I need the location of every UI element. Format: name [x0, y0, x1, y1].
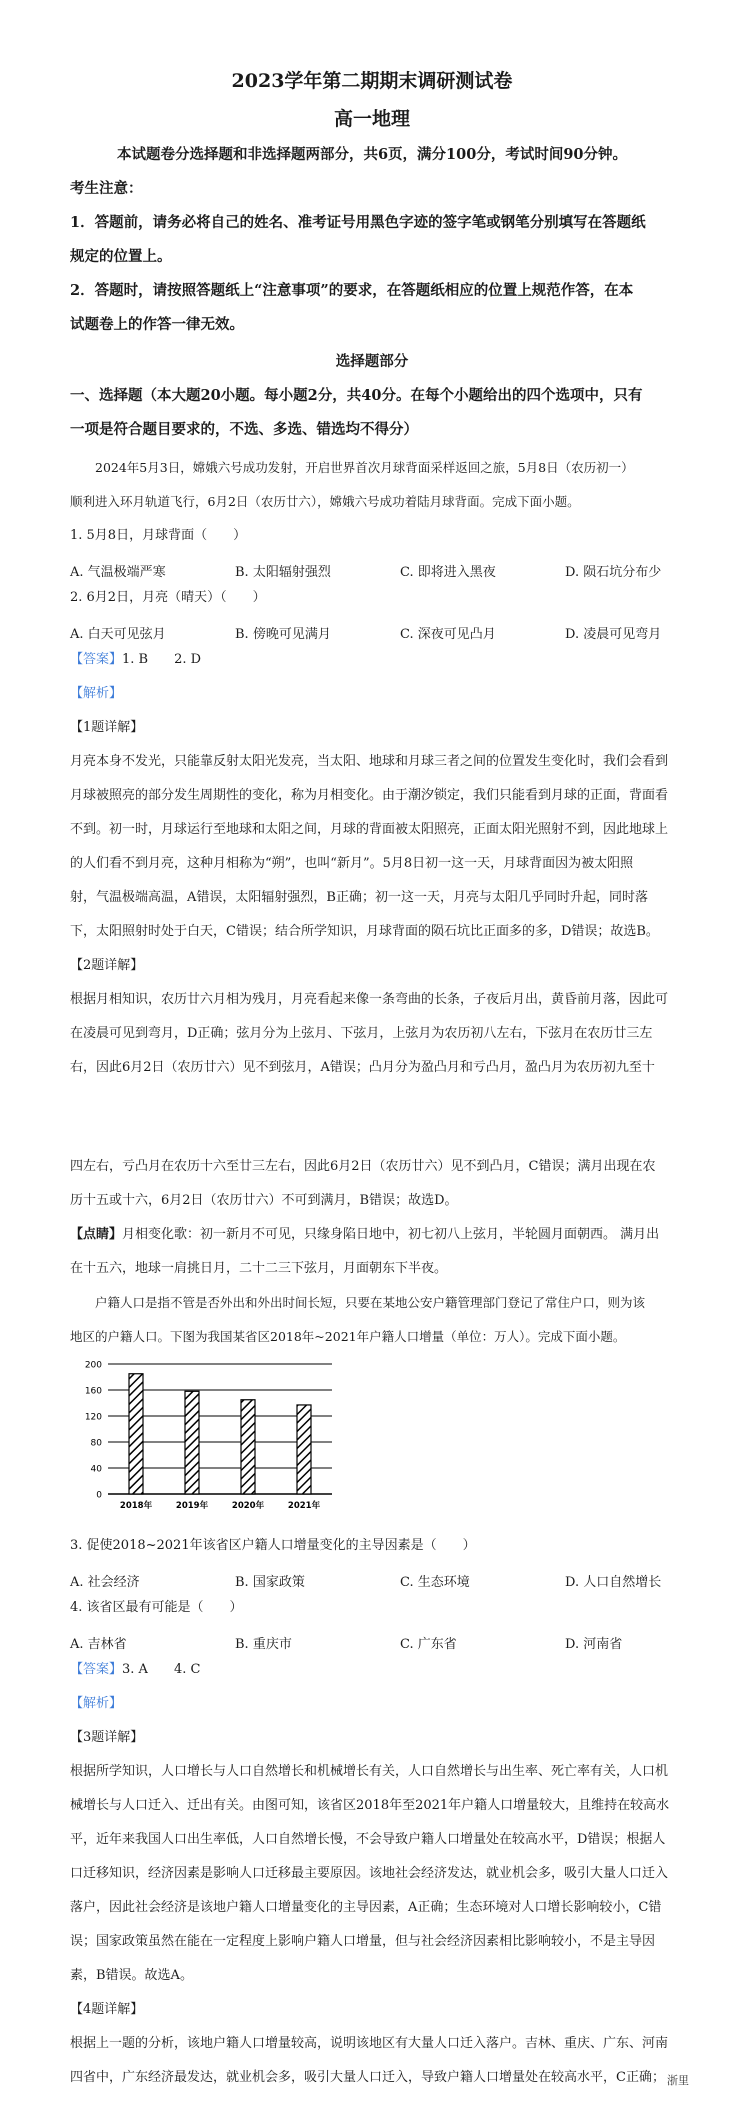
- section-title: 选择题部分: [335, 353, 409, 370]
- q3-option-c[interactable]: C. 生态环境: [400, 1575, 470, 1590]
- detail3-line: 误；国家政策虽然在能在一定程度上影响户籍人口增量，但与社会经济因素相比影响较小，不是主导因: [70, 1934, 656, 1949]
- q2-option-b[interactable]: B. 傍晚可见满月: [235, 627, 331, 642]
- detail2-line: 在凌晨可见到弯月，D正确；弦月分为上弦月、下弦月，上弦月为农历初八左右，下弦月在农历廿三左: [70, 1026, 653, 1041]
- q1-option-b[interactable]: B. 太阳辐射强烈: [235, 565, 331, 580]
- exam-intro: 本试题卷分选择题和非选择题两部分，共6页，满分100分，考试时间90分钟。: [116, 146, 628, 163]
- section-instructions-line2: 一项是符合题目要求的，不选、多选、错选均不得分）: [70, 421, 418, 438]
- passage1-line2: 顺利进入环月轨道飞行，6月2日（农历廿六），嫦娥六号成功着陆月球背面。完成下面小题。: [70, 494, 580, 509]
- chart-bar: [185, 1391, 199, 1494]
- chart-x-ticks: [120, 1500, 321, 1511]
- tip1-line1: [70, 1217, 692, 1253]
- chart-bar: [297, 1405, 311, 1494]
- detail3-line: 根据所学知识，人口增长与人口自然增长和机械增长有关，人口自然增长与出生率、死亡率有关，人口机: [70, 1764, 669, 1779]
- q4-option-b[interactable]: B. 重庆市: [235, 1637, 292, 1652]
- q2-option-c[interactable]: C. 深夜可见凸月: [400, 627, 496, 642]
- detail4-line: 四省中，广东经济最发达，就业机会多，吸引大量人口迁入，导致户籍人口增量处在较高水平，C正确；: [70, 2070, 665, 2085]
- chart-y-tick-label: 80: [90, 1438, 102, 1449]
- chart-bar: [129, 1374, 143, 1494]
- detail1-line: 的人们看不到月亮，这种月相称为“朔”，也叫“新月”。5月8日初一这一天，月球背面因为被太阳照: [70, 856, 634, 871]
- chart-x-tick-label: 2021年: [287, 1501, 321, 1511]
- tip1-label: 【点睛】: [70, 1227, 123, 1242]
- q3-option-b[interactable]: B. 国家政策: [235, 1575, 305, 1590]
- population-bar-chart: [70, 1352, 340, 1522]
- notice-item2-line1: 2．答题时，请按照答题纸上“注意事项”的要求，在答题纸相应的位置上规范作答，在本: [70, 282, 634, 299]
- detail1-line: 月亮本身不发光，只能靠反射太阳光发亮，当太阳、地球和月球三者之间的位置发生变化时，我们会看到: [70, 754, 669, 769]
- detail3-line: 落户，因此社会经济是该地户籍人口增量变化的主导因素，A正确；生态环境对人口增长影响较小，C错: [70, 1900, 662, 1915]
- detail1-line: 射，气温极端高温，A错误，太阳辐射强烈，B正确；初一这一天，月亮与太阳几乎同时升起，同时落: [70, 890, 648, 905]
- chart-bar: [241, 1400, 255, 1494]
- detail2-line: 右，因此6月2日（农历廿六）见不到弦月，A错误；凸月分为盈凸月和亏凸月，盈凸月为农历初九至十: [70, 1060, 655, 1075]
- detail1-line: 不到。初一时，月球运行至地球和太阳之间，月球的背面被太阳照亮，正面太阳光照射不到，因此地球上: [70, 822, 669, 837]
- detail4-heading: 【4题详解】: [70, 2002, 144, 2017]
- detail2-line: 四左右，亏凸月在农历十六至廿三左右，因此6月2日（农历廿六）见不到凸月，C错误；满月出现在农: [70, 1159, 656, 1174]
- answer1: [70, 642, 692, 678]
- q1-option-a[interactable]: A. 气温极端严寒: [70, 565, 166, 580]
- chart-x-tick-label: 2019年: [175, 1501, 209, 1511]
- page-footer: 浙里: [667, 2074, 689, 2087]
- q4-option-d[interactable]: D. 河南省: [565, 1637, 623, 1652]
- exam-subject: 高一地理: [333, 108, 410, 130]
- q3-option-a[interactable]: A. 社会经济: [70, 1575, 140, 1590]
- detail3-line: 平，近年来我国人口出生率低，人口自然增长慢，不会导致户籍人口增量处在较高水平，D错误；根据人: [70, 1832, 666, 1847]
- tip1-line2: 在十五六，地球一肩挑日月，二十二三下弦月，月面朝东下半夜。: [70, 1261, 448, 1276]
- detail2-line: 根据月相知识，农历廿六月相为残月，月亮看起来像一条弯曲的长条，子夜后月出，黄昏前月落，因此可: [70, 992, 669, 1007]
- tip1-text: 月相变化歌：初一新月不可见，只缘身陷日地中，初七初八上弦月，半轮圆月面朝西。 满月出: [122, 1227, 660, 1242]
- answer1-text: 1. B 2. D: [122, 652, 202, 667]
- passage2-line1: 户籍人口是指不管是否外出和外出时间长短，只要在某地公安户籍管理部门登记了常住户口，则为该: [95, 1295, 646, 1310]
- q3-stem: 3. 促使2018~2021年该省区户籍人口增量变化的主导因素是（ ）: [70, 1538, 476, 1553]
- chart-y-tick-label: 0: [96, 1490, 102, 1501]
- detail3-line: 素，B错误。故选A。: [70, 1968, 193, 1983]
- q4-option-c[interactable]: C. 广东省: [400, 1637, 457, 1652]
- detail1-line: 下，太阳照射时处于白天，C错误；结合所学知识，月球背面的陨石坑比正面多的多，D错误；故选B。: [70, 924, 659, 939]
- chart-y-tick-label: 40: [90, 1464, 102, 1475]
- detail1-line: 月球被照亮的部分发生周期性的变化，称为月相变化。由于潮汐锁定，我们只能看到月球的正面，背面看: [70, 788, 669, 803]
- detail3-line: 械增长与人口迁入、迁出有关。由图可知，该省区2018年至2021年户籍人口增量较大，且维持在较高水: [70, 1798, 670, 1813]
- detail2-heading: 【2题详解】: [70, 958, 144, 973]
- detail4-line: 根据上一题的分析，该地户籍人口增量较高，说明该地区有大量人口迁入落户。吉林、重庆、广东、河南: [70, 2036, 669, 2051]
- answer1-label: 【答案】: [70, 652, 123, 667]
- q1-stem: 1. 5月8日，月球背面（ ）: [70, 528, 247, 543]
- notice-heading: 考生注意：: [70, 180, 143, 197]
- detail2-line: 历十五或十六，6月2日（农历廿六）不可到满月，B错误；故选D。: [70, 1193, 458, 1208]
- q3-option-d[interactable]: D. 人口自然增长: [565, 1575, 662, 1590]
- answer2: [70, 1652, 692, 1688]
- detail3-heading: 【3题详解】: [70, 1730, 144, 1745]
- exam-title: 2023学年第二期期末调研测试卷: [231, 70, 513, 92]
- q1-option-d[interactable]: D. 陨石坑分布少: [565, 565, 662, 580]
- passage2-line2: 地区的户籍人口。下图为我国某省区2018年~2021年户籍人口增量（单位：万人）。完成下面小题。: [70, 1329, 626, 1344]
- chart-y-tick-label: 200: [84, 1360, 102, 1371]
- chart-y-ticks: [85, 1361, 102, 1501]
- detail1-heading: 【1题详解】: [70, 720, 144, 735]
- q4-option-a[interactable]: A. 吉林省: [70, 1637, 127, 1652]
- chart-bars: [129, 1374, 311, 1494]
- chart-x-tick-label: 2020年: [231, 1501, 265, 1511]
- notice-item2-line2: 试题卷上的作答一律无效。: [70, 316, 244, 333]
- chart-y-tick-label: 160: [84, 1386, 102, 1397]
- answer2-label: 【答案】: [70, 1662, 123, 1677]
- passage1-line1: 2024年5月3日，嫦娥六号成功发射，开启世界首次月球背面采样返回之旅，5月8日（农历初一）: [95, 460, 634, 475]
- notice-item1-line1: 1．答题前，请务必将自己的姓名、准考证号用黑色字迹的签字笔或钢笔分别填写在答题纸: [70, 214, 646, 231]
- q4-stem: 4. 该省区最有可能是（ ）: [70, 1600, 243, 1615]
- q2-option-a[interactable]: A. 白天可见弦月: [70, 627, 166, 642]
- analysis1-label: 【解析】: [70, 686, 123, 701]
- notice-item1-line2: 规定的位置上。: [70, 248, 172, 265]
- answer2-text: 3. A 4. C: [122, 1662, 201, 1677]
- detail3-line: 口迁移知识，经济因素是影响人口迁移最主要原因。该地社会经济发达，就业机会多，吸引大量人口迁入: [70, 1866, 669, 1881]
- q2-stem: 2. 6月2日，月亮（晴天）（ ）: [70, 590, 266, 605]
- q1-option-c[interactable]: C. 即将进入黑夜: [400, 565, 496, 580]
- analysis2-label: 【解析】: [70, 1696, 123, 1711]
- chart-y-tick-label: 120: [84, 1412, 102, 1423]
- q2-option-d[interactable]: D. 凌晨可见弯月: [565, 627, 662, 642]
- section-instructions-line1: 一、选择题（本大题20小题。每小题2分，共40分。在每个小题给出的四个选项中，只有: [70, 387, 643, 404]
- chart-x-tick-label: 2018年: [119, 1501, 153, 1511]
